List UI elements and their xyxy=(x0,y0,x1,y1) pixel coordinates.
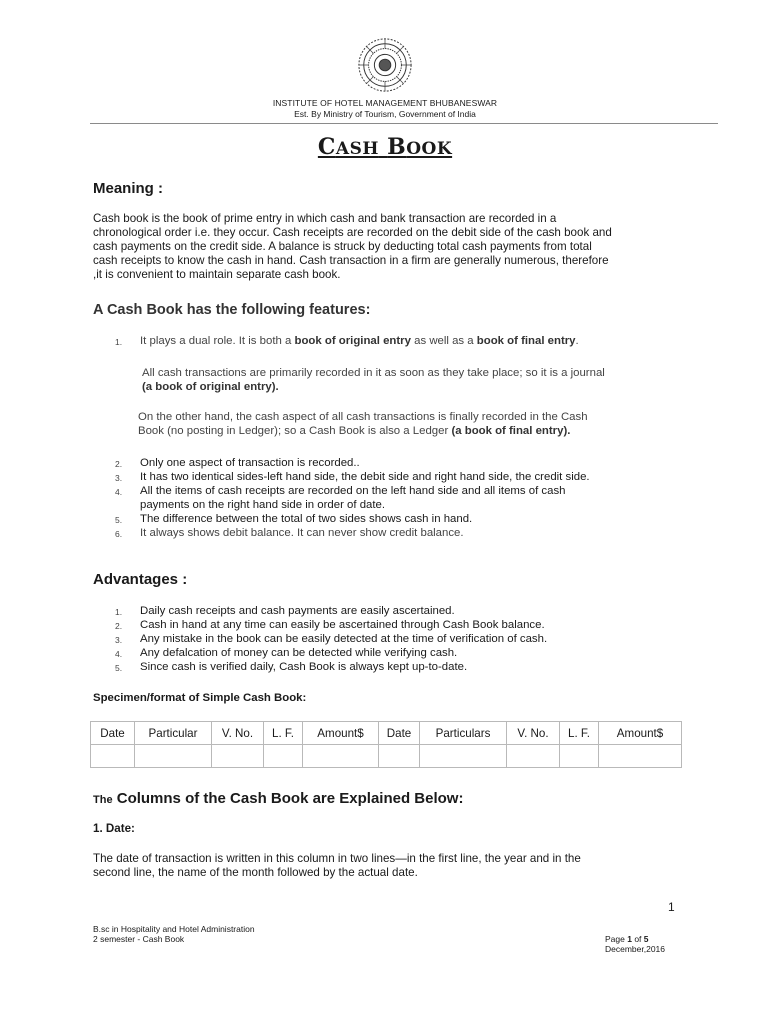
feature-text: The difference between the total of two sides shows cash in hand. xyxy=(140,513,473,525)
page-word: Page xyxy=(605,934,628,944)
sub-line: On the other hand, the cash aspect of all cash transactions is finally recorded in the Cash xyxy=(138,411,588,423)
bold-term: (a book of final entry). xyxy=(451,425,571,437)
institute-emblem-icon xyxy=(356,36,414,94)
meaning-paragraph xyxy=(93,212,683,282)
meaning-line: cash receipts to know the cash in hand. Cash transaction in a firm are generally numerous, therefore xyxy=(93,254,609,267)
columns-explained-heading xyxy=(93,790,463,807)
feature-text: Only one aspect of transaction is recorded.. xyxy=(140,457,360,469)
table-cell xyxy=(420,745,507,768)
advantage-text: Any mistake in the book can be easily detected at the time of verification of cash. xyxy=(140,633,548,645)
list-number: 1. xyxy=(115,337,123,347)
table-header-cell: L. F. xyxy=(560,722,599,745)
heading-prefix: The xyxy=(93,794,113,806)
page-title xyxy=(0,134,770,160)
footer-page-info xyxy=(605,934,665,944)
table-header-cell: Particular xyxy=(135,722,212,745)
table-header-row xyxy=(91,722,682,745)
date-paragraph xyxy=(93,852,683,880)
feature-text: It has two identical sides-left hand side, the debit side and right hand side, the credit side. xyxy=(140,471,590,483)
advantage-text: Since cash is verified daily, Cash Book is always kept up-to-date. xyxy=(140,661,468,673)
table-header-cell: Date xyxy=(91,722,135,745)
table-row xyxy=(91,745,682,768)
sub-text-part: Book (no posting in Ledger); so a Cash Book is also a Ledger xyxy=(138,425,452,437)
feature-text: All the items of cash receipts are recorded on the left hand side and all items of cash xyxy=(140,485,566,497)
feature-text xyxy=(140,334,675,348)
bold-term: book of original entry xyxy=(294,335,411,347)
list-number: 5. xyxy=(115,663,123,673)
table-header-cell: L. F. xyxy=(264,722,303,745)
institute-name: INSTITUTE OF HOTEL MANAGEMENT BHUBANESWAR xyxy=(272,98,498,108)
feature-text: It always shows debit balance. It can never show credit balance. xyxy=(140,527,464,539)
page-total: 5 xyxy=(643,934,649,944)
features-heading: A Cash Book has the following features: xyxy=(93,302,371,318)
table-header-cell: Date xyxy=(379,722,420,745)
feature-subparagraph xyxy=(138,410,678,438)
table-cell xyxy=(91,745,135,768)
table-cell xyxy=(303,745,379,768)
title-cap-c: C xyxy=(317,134,336,160)
feature-subparagraph xyxy=(142,366,682,394)
table-cell xyxy=(212,745,264,768)
list-number: 5. xyxy=(115,515,123,525)
meaning-line: ,it is convenient to maintain separate cash book. xyxy=(93,268,341,281)
list-number: 4. xyxy=(115,487,123,497)
sub-line xyxy=(138,424,678,438)
meaning-line: chronological order i.e. they occur. Cash receipts are recorded on the debit side of the cash book and xyxy=(93,226,612,239)
page-of: of xyxy=(631,934,644,944)
feature-text-part: . xyxy=(575,335,579,347)
page-number: 1 xyxy=(668,900,675,914)
table-header-cell: Amount$ xyxy=(303,722,379,745)
date-line: The date of transaction is written in this column in two lines—in the first line, the year and in the xyxy=(93,852,581,865)
table-header-cell: V. No. xyxy=(212,722,264,745)
advantages-heading: Advantages : xyxy=(93,571,188,588)
date-subheading: 1. Date: xyxy=(93,822,135,835)
bold-term: book of final entry xyxy=(476,335,576,347)
bold-term: (a book of original entry). xyxy=(142,381,279,393)
cash-book-format-table xyxy=(90,721,682,768)
feature-text: payments on the right hand side in order of date. xyxy=(140,499,386,511)
footer-right xyxy=(605,934,665,954)
meaning-line: Cash book is the book of prime entry in which cash and bank transaction are recorded in a xyxy=(93,212,557,225)
list-number: 1. xyxy=(115,607,123,617)
meaning-line: cash payments on the credit side. A balance is struck by deducting total cash payments from total xyxy=(93,240,592,253)
list-number: 3. xyxy=(115,635,123,645)
header-divider xyxy=(90,123,718,124)
feature-text-part: as well as a xyxy=(410,335,477,347)
letterhead xyxy=(0,36,770,119)
table-cell xyxy=(507,745,560,768)
table-cell xyxy=(379,745,420,768)
table-header-cell: Particulars xyxy=(420,722,507,745)
page-current: 1 xyxy=(627,934,632,944)
list-number: 4. xyxy=(115,649,123,659)
list-number: 2. xyxy=(115,621,123,631)
title-rest-ash: ASH xyxy=(335,139,379,159)
specimen-heading: Specimen/format of Simple Cash Book: xyxy=(93,692,307,704)
title-rest-ook: OOK xyxy=(406,139,453,159)
table-cell xyxy=(560,745,599,768)
list-number: 2. xyxy=(115,459,123,469)
title-cap-b: B xyxy=(387,134,407,160)
footer-semester: 2 semester - Cash Book xyxy=(93,934,185,944)
table-cell xyxy=(135,745,212,768)
establishment-line: Est. By Ministry of Tourism, Government of India xyxy=(294,109,476,119)
advantage-text: Cash in hand at any time can easily be ascertained through Cash Book balance. xyxy=(140,619,545,631)
sub-line: All cash transactions are primarily recorded in it as soon as they take place; so it is a journal xyxy=(142,367,605,379)
meaning-heading: Meaning : xyxy=(93,180,163,197)
table-header-cell: Amount$ xyxy=(599,722,682,745)
advantage-text: Daily cash receipts and cash payments are easily ascertained. xyxy=(140,605,455,617)
table-cell xyxy=(599,745,682,768)
advantage-text: Any defalcation of money can be detected while verifying cash. xyxy=(140,647,458,659)
table-header-cell: V. No. xyxy=(507,722,560,745)
footer-date: December,2016 xyxy=(605,944,666,954)
footer-left xyxy=(93,924,255,944)
list-number: 6. xyxy=(115,529,123,539)
list-number: 3. xyxy=(115,473,123,483)
date-line: second line, the name of the month followed by the actual date. xyxy=(93,866,418,879)
footer-course: B.sc in Hospitality and Hotel Administration xyxy=(93,924,255,934)
feature-text-part: It plays a dual role. It is both a xyxy=(140,335,295,347)
table-cell xyxy=(264,745,303,768)
heading-rest: Columns of the Cash Book are Explained Below: xyxy=(112,790,464,807)
